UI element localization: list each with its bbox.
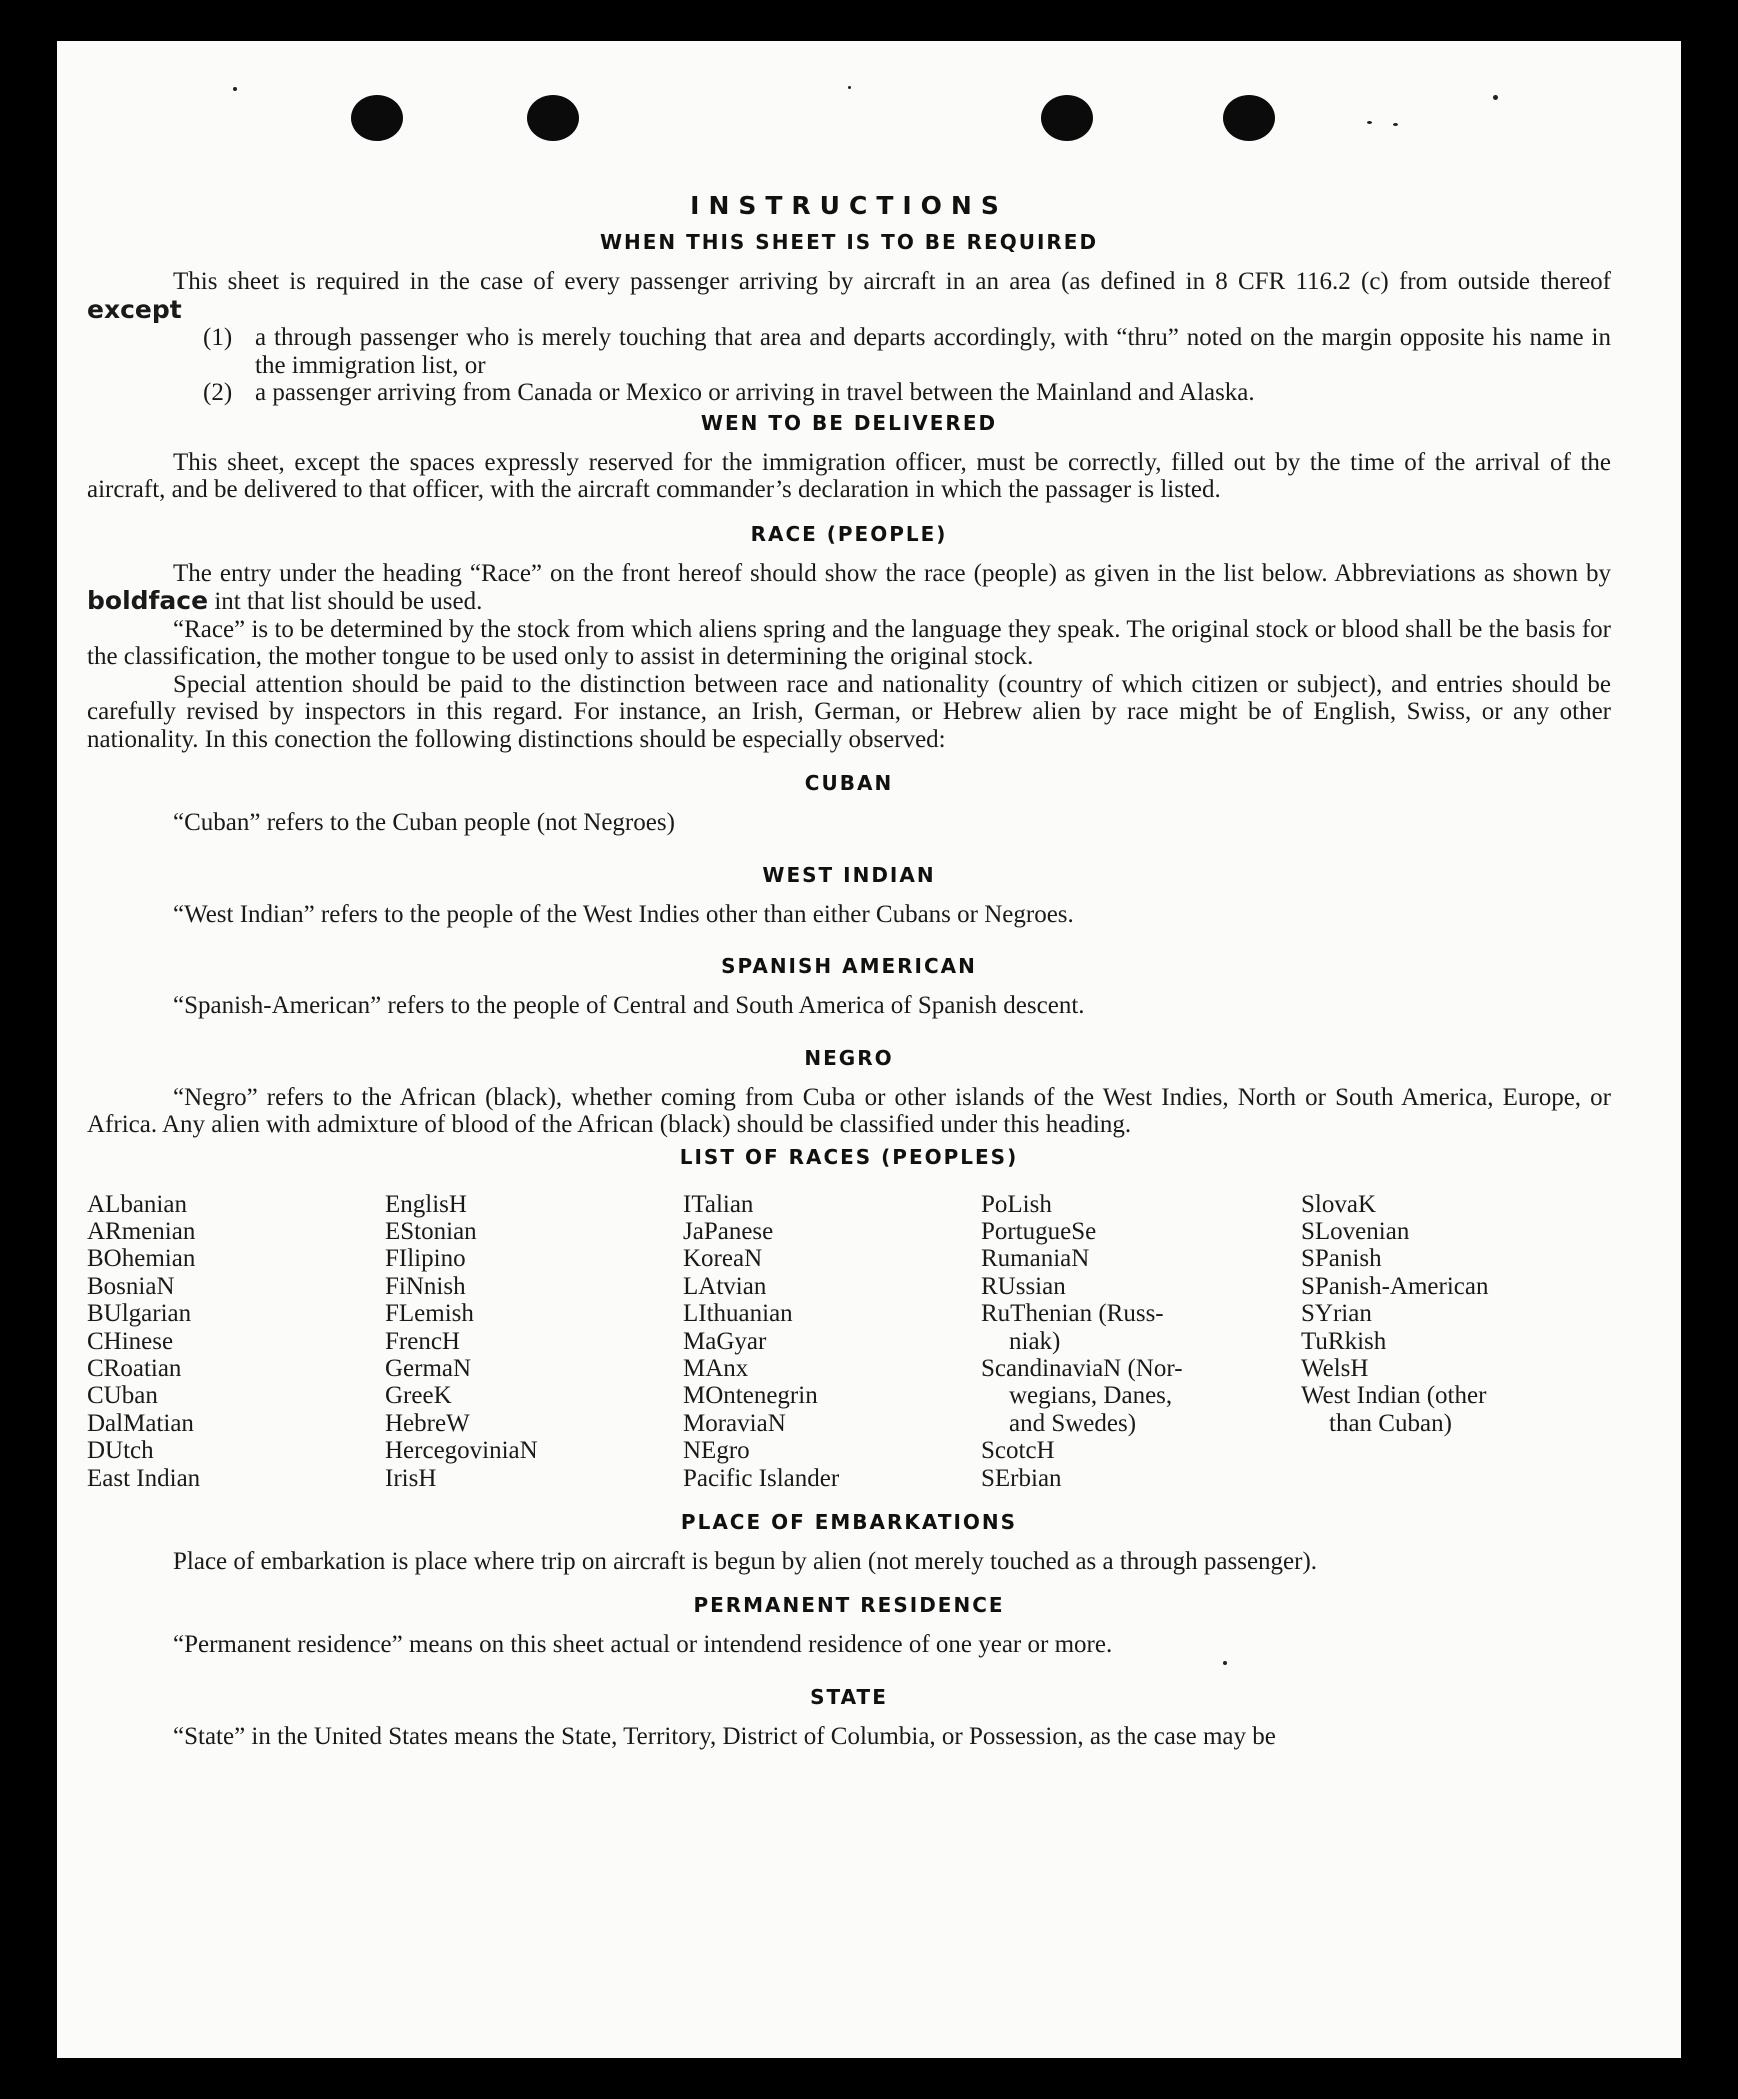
section-heading-permanent-residence: PERMANENT RESIDENCE xyxy=(693,1593,1005,1618)
race-entry-continued: and Swedes) xyxy=(1009,1409,1137,1437)
race-entry: NEgro xyxy=(683,1437,750,1465)
race-entry: FIlipino xyxy=(385,1245,466,1273)
race-entry: SYrian xyxy=(1301,1300,1372,1328)
race-entry: East Indian xyxy=(87,1464,201,1492)
races-column xyxy=(87,1191,385,1492)
negro-text: “Negro” refers to the African (black), whether coming from Cuba or other islands of the West Indies, North or South America, Europe, or Africa. Any alien with admixture of blood of the African (black) should be classified under this heading. xyxy=(87,1083,1611,1138)
punch-hole xyxy=(527,95,579,141)
race-entry: SlovaK xyxy=(1301,1190,1376,1218)
race-entry: PoLish xyxy=(981,1190,1052,1218)
race-entry: MOntenegrin xyxy=(683,1382,818,1410)
race-entry: RUssian xyxy=(981,1272,1066,1300)
section-heading-when-required: WHEN THIS SHEET IS TO BE REQUIRED xyxy=(599,230,1099,254)
race-entry: HebreW xyxy=(385,1409,470,1437)
when-delivered-text: This sheet, except the spaces expressly reserved for the immigration officer, must be correctly, filled out by the time of the arrival of the aircraft, and be delivered to that officer, with the aircraft commander’s declaration in which the passager is listed. xyxy=(87,448,1611,503)
speck xyxy=(1493,95,1498,100)
race-entry: SPanish xyxy=(1301,1245,1382,1273)
race-entry: LAtvian xyxy=(683,1272,767,1300)
race-entry: FLemish xyxy=(385,1300,474,1328)
race-entry: FiNnish xyxy=(385,1272,466,1300)
race-entry: FrencH xyxy=(385,1327,460,1355)
section-heading-embarkation: PLACE OF EMBARKATIONS xyxy=(680,1509,1018,1534)
race-paragraph-3: Special attention should be paid to the distinction between race and nationality (country of which citizen or subject), and entries should be carefully revised by inspectors in this regard. For instance, an Irish, German, or Hebrew alien by race might be of English, Swiss, or any other nationality. In this conection the following distinctions should be especially observed: xyxy=(87,670,1611,753)
instructions-content xyxy=(87,191,1611,1750)
race-entry: CUban xyxy=(87,1382,158,1410)
race-entry: CRoatian xyxy=(87,1354,182,1382)
race-entry: DalMatian xyxy=(87,1409,194,1437)
document-sheet xyxy=(57,41,1681,2058)
race-entry: ALbanian xyxy=(87,1190,187,1218)
state-text: “State” in the United States means the State, Territory, District of Columbia, or Possession, as the case may be xyxy=(173,1722,1276,1750)
race-entry: ScandinaviaN (Nor- xyxy=(981,1354,1183,1382)
race-entry: LIthuanian xyxy=(683,1300,793,1328)
race-entry: MaGyar xyxy=(683,1327,767,1355)
races-column xyxy=(683,1191,981,1492)
races-list xyxy=(87,1191,1611,1492)
race-entry: RumaniaN xyxy=(981,1245,1090,1273)
race-entry: MAnx xyxy=(683,1354,749,1382)
exception-item xyxy=(87,379,1611,407)
cuban-text: “Cuban” refers to the Cuban people (not Negroes) xyxy=(173,809,675,836)
race-entry-continued: than Cuban) xyxy=(1329,1409,1452,1437)
race-entry: EnglisH xyxy=(385,1190,467,1218)
speck xyxy=(848,86,851,89)
race-entry: JaPanese xyxy=(683,1217,774,1245)
speck xyxy=(1393,123,1398,126)
section-heading-race: RACE (PEOPLE) xyxy=(750,521,948,546)
races-column xyxy=(385,1191,683,1492)
race-entry: SLovenian xyxy=(1301,1217,1410,1245)
race-entry: ScotcH xyxy=(981,1437,1055,1465)
when-required-intro xyxy=(87,268,1611,324)
when-required-intro-text: This sheet is required in the case of every passenger arriving by aircraft in an area (as defined in 8 CFR 116.2 (c) from outside thereof xyxy=(173,268,1611,295)
race-entry-continued: niak) xyxy=(1009,1327,1061,1355)
section-heading-spanish-american: SPANISH AMERICAN xyxy=(721,954,977,978)
race-entry: ITalian xyxy=(683,1190,754,1218)
permanent-residence-text: “Permanent residence” means on this sheet actual or intendend residence of one year or more. xyxy=(173,1631,1113,1659)
exception-number: (1) xyxy=(203,324,233,351)
race-entry: IrisH xyxy=(385,1464,437,1492)
speck xyxy=(1367,121,1372,124)
spanish-american-text: “Spanish-American” refers to the people of Central and South America of Spanish descent. xyxy=(173,992,1085,1019)
races-column xyxy=(981,1191,1301,1492)
race-entry: Pacific Islander xyxy=(683,1464,840,1492)
race-entry: TuRkish xyxy=(1301,1327,1387,1355)
race-entry: KoreaN xyxy=(683,1245,763,1273)
race-entry: BosniaN xyxy=(87,1272,175,1300)
race-entry: SErbian xyxy=(981,1464,1062,1492)
race-entry: PortugueSe xyxy=(981,1217,1097,1245)
race-entry-continued: wegians, Danes, xyxy=(1009,1382,1173,1410)
race-entry: DUtch xyxy=(87,1437,154,1465)
race-entry: GermaN xyxy=(385,1354,472,1382)
section-heading-state: STATE xyxy=(810,1684,888,1709)
race-entry: BUlgarian xyxy=(87,1300,192,1328)
boldface-bold: boldface xyxy=(87,586,209,615)
race-entry: EStonian xyxy=(385,1217,477,1245)
punch-hole xyxy=(1041,95,1093,141)
west-indian-text: “West Indian” refers to the people of the West Indies other than either Cubans or Negroes. xyxy=(173,900,1074,928)
races-column xyxy=(1301,1191,1601,1492)
embarkation-text: Place of embarkation is place where trip on aircraft is begun by alien (not merely touched as a through passenger). xyxy=(173,1547,1318,1575)
exception-item xyxy=(87,324,1611,379)
race-entry: SPanish-American xyxy=(1301,1272,1489,1300)
exception-number: (2) xyxy=(203,379,233,406)
race-entry: CHinese xyxy=(87,1327,174,1355)
race-paragraph-2: “Race” is to be determined by the stock from which aliens spring and the language they speak. The original stock or blood shall be the basis for the classification, the mother tongue to be used only to assist in determining the original stock. xyxy=(87,615,1611,670)
exception-text: a through passenger who is merely touching that area and departs accordingly, with “thru” noted on the margin opposite his name in the immigration list, or xyxy=(255,324,1611,379)
exception-text: a passenger arriving from Canada or Mexico or arriving in travel between the Mainland and Alaska. xyxy=(255,379,1255,406)
section-heading-when-delivered: WEN TO BE DELIVERED xyxy=(700,410,998,435)
section-heading-negro: NEGRO xyxy=(804,1045,894,1070)
race-p1-before: The entry under the heading “Race” on the front hereof should show the race (people) as given in the list below. Abbreviations as shown by xyxy=(173,559,1611,587)
race-entry: GreeK xyxy=(385,1382,452,1410)
race-entry: HercegoviniaN xyxy=(385,1437,538,1465)
race-entry: WelsH xyxy=(1301,1354,1369,1382)
section-heading-west-indian: WEST INDIAN xyxy=(762,862,936,887)
race-entry: RuThenian (Russ- xyxy=(981,1300,1164,1328)
section-heading-list-of-races: LIST OF RACES (PEOPLES) xyxy=(679,1144,1019,1169)
section-heading-cuban: CUBAN xyxy=(804,771,894,795)
race-entry: ARmenian xyxy=(87,1217,196,1245)
race-p1-after: int that list should be used. xyxy=(214,588,483,615)
race-entry: MoraviaN xyxy=(683,1409,786,1437)
punch-hole xyxy=(1223,95,1275,141)
punch-hole xyxy=(351,95,403,141)
except-bold: except xyxy=(87,294,182,324)
speck xyxy=(233,87,237,91)
race-entry: BOhemian xyxy=(87,1245,196,1273)
page-title: INSTRUCTIONS xyxy=(690,191,1008,220)
race-paragraph-1 xyxy=(87,560,1611,616)
race-entry: West Indian (other xyxy=(1301,1382,1487,1410)
